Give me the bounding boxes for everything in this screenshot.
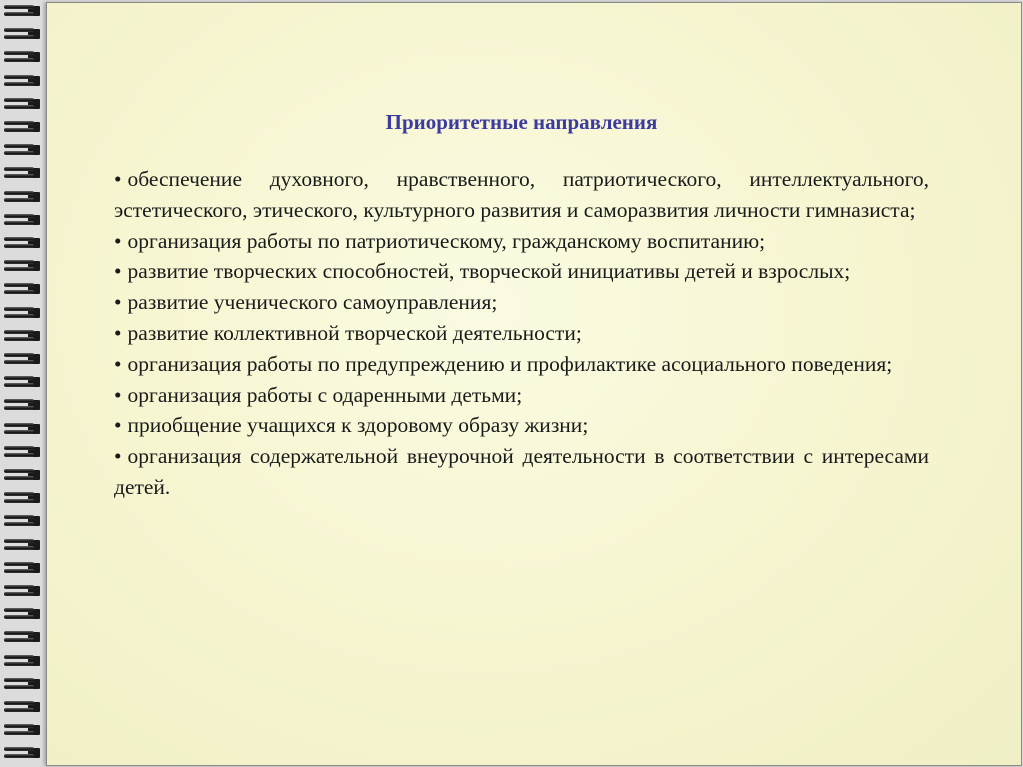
spiral-ring-icon [4, 491, 40, 505]
spiral-ring-icon [4, 143, 40, 157]
list-item-text: организация работы с одаренными детьми; [127, 382, 523, 407]
spiral-ring-icon [4, 375, 40, 389]
spiral-ring-icon [4, 120, 40, 134]
list-item-text: обеспечение духовного, нравственного, патриотического, интеллектуального, эстетического, этического, культурного развития и саморазвития личности гимназиста; [114, 167, 929, 222]
spiral-ring-icon [4, 4, 40, 18]
list-item-text: развитие коллективной творческой деятельности; [127, 320, 582, 345]
spiral-ring-icon [4, 422, 40, 436]
spiral-ring-icon [4, 259, 40, 273]
spiral-ring-icon [4, 607, 40, 621]
bullet-icon: • [114, 228, 122, 253]
spiral-ring-icon [4, 445, 40, 459]
list-item-text: организация работы по патриотическому, гражданскому воспитанию; [127, 228, 766, 253]
list-item [114, 380, 929, 411]
spiral-ring-icon [4, 27, 40, 41]
list-item-text: приобщение учащихся к здоровому образу жизни; [127, 413, 589, 438]
bullet-icon: • [114, 320, 122, 345]
spiral-ring-icon [4, 74, 40, 88]
page-title: Приоритетные направления [385, 110, 658, 134]
spiral-ring-icon [4, 329, 40, 343]
spiral-ring-icon [4, 677, 40, 691]
spiral-ring-icon [4, 654, 40, 668]
bullet-icon: • [114, 444, 122, 469]
bullet-icon: • [114, 259, 122, 284]
list-item-text: организация содержательной внеурочной деятельности в соответствии с интересами детей. [114, 444, 929, 499]
spiral-ring-icon [4, 468, 40, 482]
spiral-ring-icon [4, 190, 40, 204]
spiral-ring-icon [4, 630, 40, 644]
spiral-ring-icon [4, 398, 40, 412]
spiral-ring-icon [4, 700, 40, 714]
bullet-icon: • [114, 290, 122, 315]
list-item-text: развитие творческих способностей, творческой инициативы детей и взрослых; [127, 259, 851, 284]
list-item [114, 256, 929, 287]
list-item [114, 410, 929, 441]
spiral-ring-icon [4, 213, 40, 227]
spiral-binding [0, 0, 48, 767]
list-item [114, 318, 929, 349]
slide-content [114, 108, 929, 503]
spiral-ring-icon [4, 746, 40, 760]
spiral-ring-icon [4, 538, 40, 552]
spiral-ring-icon [4, 514, 40, 528]
spiral-ring-icon [4, 282, 40, 296]
bullet-icon: • [114, 351, 122, 376]
spiral-ring-icon [4, 236, 40, 250]
bullet-icon: • [114, 413, 122, 438]
list-item-text: развитие ученического самоуправления; [127, 290, 498, 315]
spiral-ring-icon [4, 166, 40, 180]
list-item [114, 226, 929, 257]
bullet-icon: • [114, 167, 122, 191]
spiral-ring-icon [4, 50, 40, 64]
spiral-ring-icon [4, 306, 40, 320]
list-item-text: организация работы по предупреждению и профилактике асоциального поведения; [127, 351, 893, 376]
list-item [114, 287, 929, 318]
spiral-ring-icon [4, 97, 40, 111]
spiral-ring-icon [4, 723, 40, 737]
priority-list [114, 164, 929, 503]
spiral-ring-icon [4, 561, 40, 575]
list-item [114, 349, 929, 380]
bullet-icon: • [114, 382, 122, 407]
list-item [114, 441, 929, 503]
spiral-ring-icon [4, 352, 40, 366]
list-item [114, 164, 929, 226]
spiral-ring-icon [4, 584, 40, 598]
